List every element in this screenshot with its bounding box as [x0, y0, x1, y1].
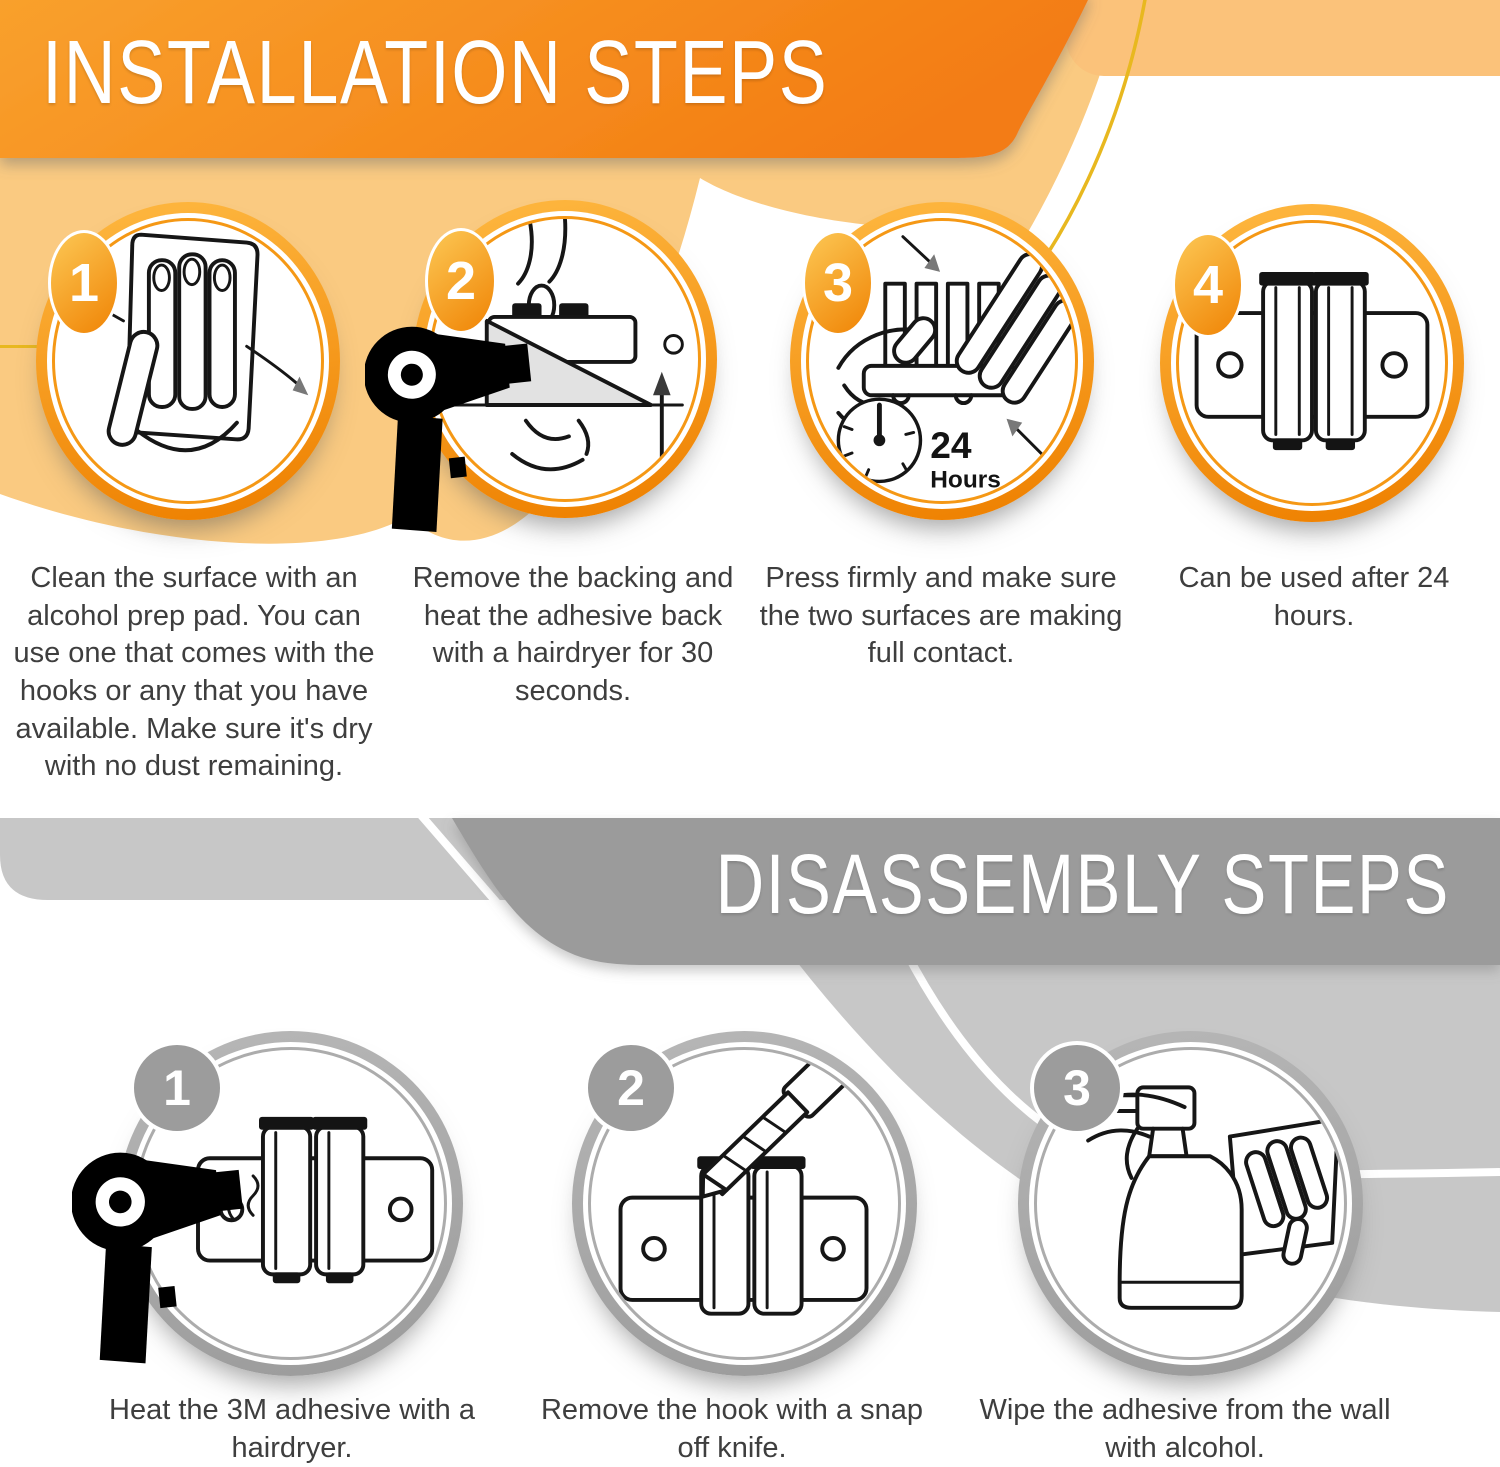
hairdryer-icon — [365, 292, 540, 557]
hairdryer-icon — [72, 1117, 252, 1389]
disassembly-caption-2: Remove the hook with a snap off knife. — [540, 1394, 924, 1464]
installation-step-3 — [790, 202, 1094, 520]
disassembly-step-2 — [572, 1031, 917, 1376]
step-number-badge: 2 — [425, 228, 497, 334]
arrow-up-icon — [653, 372, 671, 395]
installation-caption-1: Clean the surface with an alcohol prep pad. You can use one that comes with the hooks or any that you have available. Make sure it's dry with no dust remaining. — [13, 562, 375, 783]
disassembly-caption-3: Wipe the adhesive from the wall with alcohol. — [979, 1394, 1391, 1464]
step-number-badge: 4 — [1172, 232, 1244, 338]
spray-bottle-icon — [1110, 1087, 1242, 1307]
step-number-badge: 3 — [802, 230, 874, 336]
hours-value: 24 — [930, 423, 972, 466]
disassembly-caption-1: Heat the 3M adhesive with a hairdryer. — [109, 1394, 475, 1464]
installation-step-1 — [36, 202, 340, 520]
arrow-in-icon — [924, 254, 940, 272]
hours-unit: Hours — [930, 466, 1001, 494]
arrow-right-icon — [293, 377, 309, 396]
roller-grips — [1259, 272, 1369, 450]
disassembly-step-1 — [118, 1031, 463, 1376]
cloth-hand-icon — [1230, 1119, 1344, 1271]
step-number-badge: 1 — [48, 230, 120, 336]
installation-title: INSTALLATION STEPS — [42, 23, 829, 123]
step-number-badge: 1 — [130, 1041, 224, 1135]
step-number-badge: 3 — [1030, 1041, 1124, 1135]
installation-caption-3: Press firmly and make sure the two surfaces are making full contact. — [759, 562, 1123, 670]
step-number-badge: 2 — [584, 1041, 678, 1135]
disassembly-title: DISASSEMBLY STEPS — [715, 837, 1450, 931]
clock-icon — [838, 399, 920, 481]
installation-step-2 — [413, 200, 717, 518]
installation-caption-2: Remove the backing and heat the adhesive back with a hairdryer for 30 seconds. — [412, 562, 734, 708]
installation-step-4 — [1160, 204, 1464, 522]
disassembly-step-3 — [1018, 1031, 1363, 1376]
installation-caption-4: Can be used after 24 hours. — [1178, 562, 1450, 632]
